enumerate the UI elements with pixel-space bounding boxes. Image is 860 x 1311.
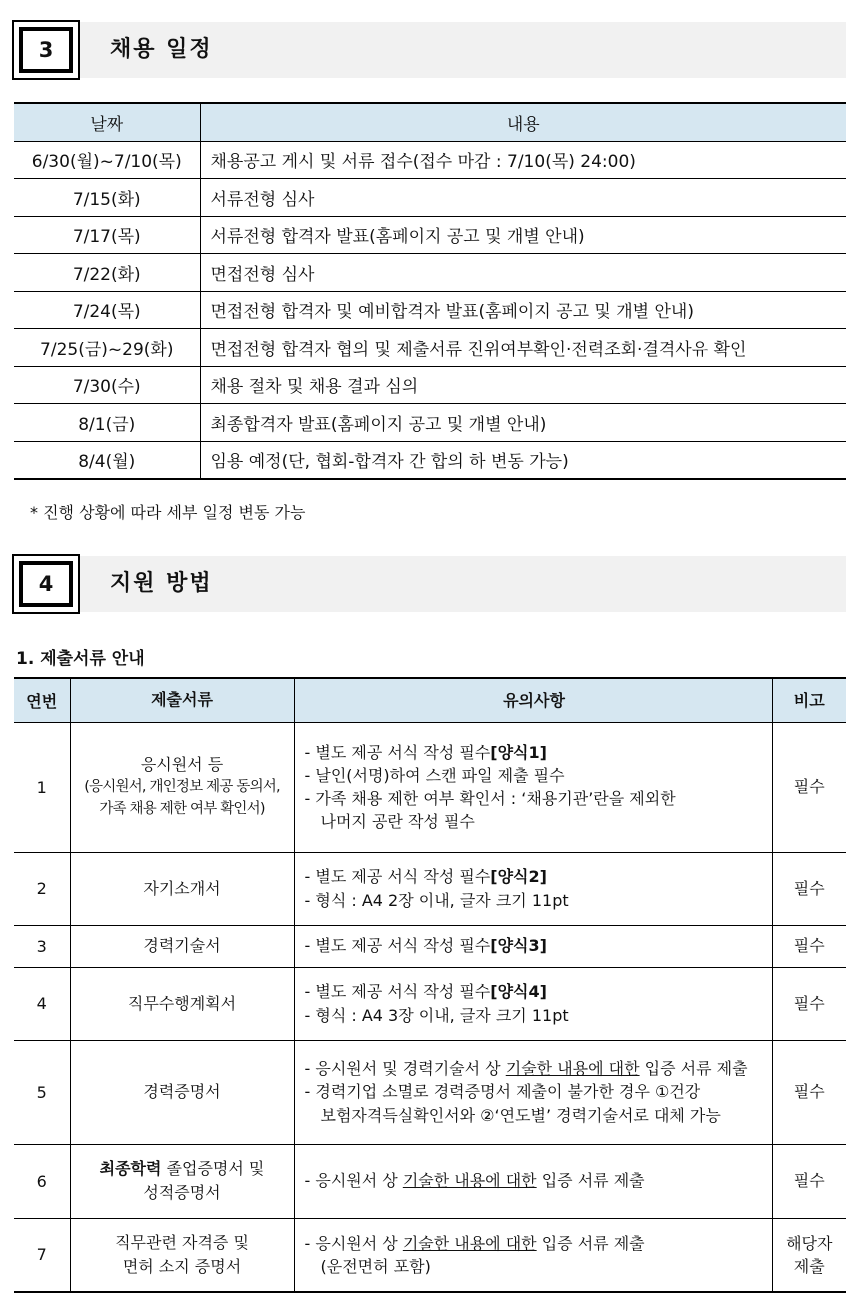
- note-line: [305, 1232, 764, 1255]
- table-row: [14, 925, 846, 967]
- schedule-content: 서류전형 합격자 발표(홈페이지 공고 및 개별 안내): [200, 216, 846, 254]
- row-number: 4: [14, 967, 70, 1040]
- header-date: 날짜: [14, 103, 200, 141]
- section-number-box: [12, 20, 80, 80]
- form-tag: [양식2]: [490, 867, 547, 887]
- document-name: 경력증명서: [70, 1040, 294, 1144]
- table-row: [14, 141, 846, 179]
- document-sub: (응시원서, 개인정보 제공 동의서,: [84, 779, 280, 796]
- note-text: - 별도 제공 서식 작성 필수: [304, 742, 491, 762]
- document-line: [71, 1157, 294, 1181]
- schedule-content: 서류전형 심사: [200, 179, 846, 217]
- schedule-date: 7/17(목): [14, 216, 200, 254]
- note-line: [305, 934, 764, 957]
- note-text: - 별도 제공 서식 작성 필수: [304, 936, 491, 956]
- note-line-continued: 나머지 공란 작성 필수: [320, 812, 475, 832]
- schedule-date: 6/30(월)~7/10(목): [14, 141, 200, 179]
- document-notes: [294, 852, 772, 925]
- row-number: 7: [14, 1218, 70, 1292]
- table-row: [14, 291, 846, 329]
- table-row: [14, 179, 846, 217]
- form-tag: [양식3]: [490, 936, 547, 956]
- remark: 필수: [772, 1040, 846, 1144]
- schedule-date: 7/25(금)~29(화): [14, 329, 200, 367]
- schedule-content: 최종합격자 발표(홈페이지 공고 및 개별 안내): [200, 404, 846, 442]
- underlined-text: 기술한 내용에 대한: [505, 1059, 640, 1079]
- note-text: - 응시원서 상: [304, 1233, 403, 1253]
- note-line: - 형식 : A4 2장 이내, 글자 크기 11pt: [304, 890, 569, 910]
- header-doc: 제출서류: [70, 678, 294, 722]
- section-number: 4: [19, 561, 73, 607]
- underlined-text: 기술한 내용에 대한: [402, 1171, 537, 1191]
- section-4-header: [12, 554, 846, 614]
- table-row: [14, 404, 846, 442]
- schedule-content: 면접전형 합격자 협의 및 제출서류 진위여부확인·전력조회·결격사유 확인: [200, 329, 846, 367]
- schedule-content: 면접전형 심사: [200, 254, 846, 292]
- document-notes: [294, 967, 772, 1040]
- section-3-header: [12, 20, 846, 80]
- remark: 필수: [772, 925, 846, 967]
- table-row: [14, 216, 846, 254]
- remark: 필수: [772, 722, 846, 852]
- table-row: [14, 722, 846, 852]
- remark-line: 해당자: [786, 1233, 833, 1253]
- note-line-continued: (운전면허 포함): [320, 1256, 431, 1276]
- header-content: 내용: [200, 103, 846, 141]
- note-text: - 별도 제공 서식 작성 필수: [304, 982, 491, 1002]
- table-row: [14, 852, 846, 925]
- table-header-row: [14, 678, 846, 722]
- document-name: [70, 1218, 294, 1292]
- note-line: [305, 980, 764, 1003]
- document-line: 성적증명서: [143, 1183, 221, 1202]
- note-text: 입증 서류 제출: [639, 1059, 748, 1079]
- remark: 필수: [772, 967, 846, 1040]
- table-row: [14, 441, 846, 479]
- note-line: [305, 741, 764, 764]
- schedule-date: 8/4(월): [14, 441, 200, 479]
- note-line: - 가족 채용 제한 여부 확인서 : ‘채용기관’란을 제외한: [304, 789, 676, 808]
- document-name: 직무수행계획서: [70, 967, 294, 1040]
- note-text: - 별도 제공 서식 작성 필수: [304, 867, 491, 887]
- remark: 필수: [772, 852, 846, 925]
- table-row: [14, 967, 846, 1040]
- note-line: - 경력기업 소멸로 경력증명서 제출이 불가한 경우 ①건강: [304, 1082, 701, 1102]
- schedule-table: [14, 102, 846, 480]
- row-number: 2: [14, 852, 70, 925]
- document-text: 졸업증명서 및: [161, 1159, 265, 1178]
- schedule-content: 채용공고 게시 및 서류 접수(접수 마감 : 7/10(목) 24:00): [200, 141, 846, 179]
- note-line: [305, 865, 764, 888]
- row-number: 5: [14, 1040, 70, 1144]
- section-title: 채용 일정: [110, 37, 213, 62]
- header-notes: 유의사항: [294, 678, 772, 722]
- document-notes: [294, 722, 772, 852]
- row-number: 3: [14, 925, 70, 967]
- note-line: - 날인(서명)하여 스캔 파일 제출 필수: [304, 765, 565, 785]
- remark-line: 제출: [793, 1256, 825, 1276]
- row-number: 1: [14, 722, 70, 852]
- subsection-title: 1. 제출서류 안내: [16, 649, 145, 669]
- remark: 필수: [772, 1144, 846, 1218]
- table-header-row: [14, 103, 846, 141]
- note-text: 입증 서류 제출: [536, 1171, 645, 1191]
- schedule-content: 채용 절차 및 채용 결과 심의: [200, 366, 846, 404]
- schedule-content: 면접전형 합격자 및 예비합격자 발표(홈페이지 공고 및 개별 안내): [200, 291, 846, 329]
- underlined-text: 기술한 내용에 대한: [402, 1233, 537, 1253]
- section-number-box: [12, 554, 80, 614]
- row-number: 6: [14, 1144, 70, 1218]
- remark: [772, 1218, 846, 1292]
- document-name: 자기소개서: [70, 852, 294, 925]
- document-name: 경력기술서: [70, 925, 294, 967]
- schedule-date: 7/24(목): [14, 291, 200, 329]
- header-remark: 비고: [772, 678, 846, 722]
- document-name: [70, 722, 294, 852]
- section-number: 3: [19, 27, 73, 73]
- form-tag: [양식1]: [490, 742, 547, 762]
- note-text: - 응시원서 상: [304, 1171, 403, 1191]
- document-notes: [294, 1144, 772, 1218]
- schedule-date: 7/30(수): [14, 366, 200, 404]
- schedule-date: 7/15(화): [14, 179, 200, 217]
- schedule-note: * 진행 상황에 따라 세부 일정 변동 가능: [30, 503, 306, 522]
- document-sub: 가족 채용 제한 여부 확인서): [99, 801, 265, 817]
- document-main: 응시원서 등: [140, 755, 224, 775]
- note-line: - 형식 : A4 3장 이내, 글자 크기 11pt: [304, 1005, 569, 1025]
- schedule-content: 임용 예정(단, 협회-합격자 간 합의 하 변동 가능): [200, 441, 846, 479]
- schedule-date: 7/22(화): [14, 254, 200, 292]
- form-tag: [양식4]: [490, 982, 547, 1002]
- table-row: [14, 1144, 846, 1218]
- table-row: [14, 1040, 846, 1144]
- section-title: 지원 방법: [110, 571, 213, 596]
- table-row: [14, 254, 846, 292]
- table-row: [14, 1218, 846, 1292]
- document-notes: [294, 1218, 772, 1292]
- table-row: [14, 329, 846, 367]
- document-bold-text: 최종학력: [99, 1159, 162, 1178]
- documents-table: [14, 677, 846, 1293]
- header-no: 연번: [14, 678, 70, 722]
- note-line: [305, 1057, 764, 1080]
- document-notes: [294, 925, 772, 967]
- document-line: 면허 소지 증명서: [122, 1256, 242, 1276]
- note-text: - 응시원서 및 경력기술서 상: [304, 1059, 506, 1079]
- document-notes: [294, 1040, 772, 1144]
- note-text: 입증 서류 제출: [536, 1233, 645, 1253]
- schedule-date: 8/1(금): [14, 404, 200, 442]
- table-row: [14, 366, 846, 404]
- document-name: [70, 1144, 294, 1218]
- note-line: [305, 1169, 764, 1192]
- document-line: 직무관련 자격증 및: [115, 1232, 249, 1252]
- note-line-continued: 보험자격득실확인서와 ②‘연도별’ 경력기술서로 대체 가능: [320, 1105, 721, 1125]
